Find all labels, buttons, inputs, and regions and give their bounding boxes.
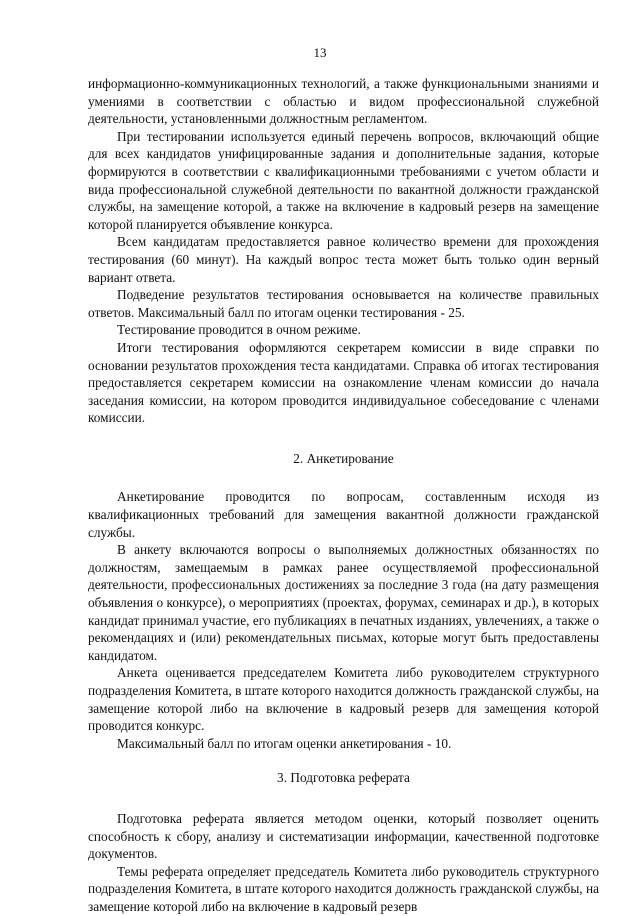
paragraph-testing-results: Подведение результатов тестирования основывается на количестве правильных ответов. Максимальный балл по итогам оценки тестирования - 25. — [88, 287, 599, 320]
section-heading-essay: 3. Подготовка реферата — [277, 770, 410, 786]
paragraph-questionnaire-max-score: Максимальный балл по итогам оценки анкетирования - 10. — [117, 735, 452, 751]
paragraph-testing-mode: Тестирование проводится в очном режиме. — [117, 322, 361, 338]
paragraph-testing-summary: Итоги тестирования оформляются секретарем комиссии в виде справки по основании результатов прохождения теста кандидатами. Справка об итогах тестирования предоставляется секретарем комиссии на ознакомление членам комиссии до начала заседания комиссии, на котором проводится индивидуальное собеседование с членами комиссии. — [88, 339, 599, 426]
section-heading-questionnaire: 2. Анкетирование — [293, 450, 394, 466]
paragraph-testing-questions: При тестировании используется единый перечень вопросов, включающий общие для всех кандидатов унифицированные задания и дополнительные задания, которые формируются в соответствии с квалификационными требованиями с учетом области и вида профессиональной служебной деятельности по вакантной должности гражданской службы, на замещение которой, а также на включение в кадровый резерв на замещение которой планируется объявление конкурса. — [88, 128, 599, 232]
paragraph-questionnaire-basis: Анкетирование проводится по вопросам, составленным исходя из квалификационных требований для замещения вакантной должности гражданской службы. — [88, 489, 599, 540]
paragraph-testing-time: Всем кандидатам предоставляется равное количество времени для прохождения тестирования (60 минут). На каждый вопрос теста может быть только один верный вариант ответа. — [88, 234, 599, 285]
paragraph-essay-topics: Темы реферата определяет председатель Комитета либо руководитель структурного подразделения Комитета, в штате которого находится должность гражданской службы, на замещение которой либо на включение в кадровый резерв — [88, 863, 599, 914]
paragraph-questionnaire-evaluation: Анкета оценивается председателем Комитета либо руководителем структурного подразделения Комитета, в штате которого находится должность гражданской службы, на замещение которой либо на включение в кадровый резерв для замещения которой проводится конкурс. — [88, 665, 599, 734]
paragraph-questionnaire-content: В анкету включаются вопросы о выполняемых должностных обязанностях по должностям, замещаемым в рамках ранее осуществляемой профессиональной деятельности, профессиональных достижениях за последние 3 года (на дату размещения объявления о конкурсе), о мероприятиях (проектах, форумах, семинарах и др.), в которых кандидат принимал участие, его публикациях в печатных изданиях, увлечениях, а также о рекомендациях и (или) рекомендательных письмах, которые могут быть предоставлены кандидатом. — [88, 542, 599, 663]
paragraph-essay-method: Подготовка реферата является методом оценки, который позволяет оценить способность к сбору, анализу и систематизации информации, качественной подготовке документов. — [88, 810, 599, 862]
page-content — [88, 75, 599, 916]
page-number: 13 — [313, 45, 327, 60]
continued-paragraph: информационно-коммуникационных технологий, а также функциональными знаниями и умениями в соответствии с областью и видом профессиональной служебной деятельности, установленными должностным регламентом. — [88, 76, 599, 127]
